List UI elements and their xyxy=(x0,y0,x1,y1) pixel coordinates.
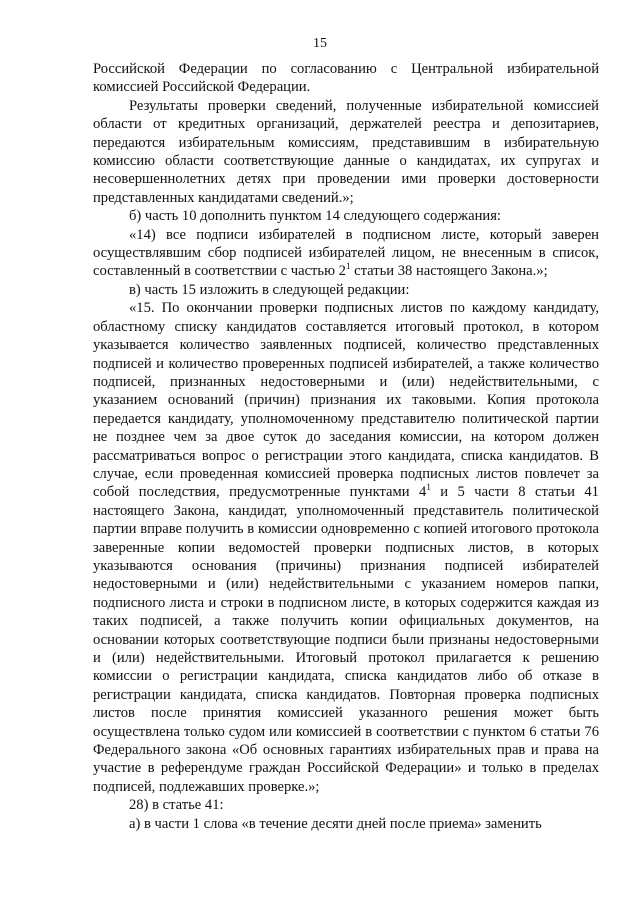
paragraph-continuation: Российской Федерации по согласованию с Центральной избирательной комиссией Российской Федерации. xyxy=(93,61,599,96)
paragraph-item-15 xyxy=(93,299,599,796)
paragraph-item-14 xyxy=(93,226,599,281)
document-body xyxy=(93,60,599,833)
paragraph-item-15-text-b: и 5 части 8 статьи 41 настоящего Закона, кандидат, уполномоченный представитель политической партии вправе получить в комиссии одновременно с копией итогового протокола заверенные копии ведомостей проверки подписных листов, в которых указываются основания (причины) признания подписей избирателей недостоверными и (или) недействительными с указанием номеров папки, подписного листа и строки в подписном листе, в которых содержится каждая из таких подписей, а также получить копии официальных документов, на основании которых соответствующие подписи были признаны недостоверными и (или) недействительными. Итоговый протокол прилагается к решению комиссии о регистрации кандидата, списка кандидатов либо об отказе в регистрации кандидата, списка кандидатов. Повторная проверка подписных листов после принятия комиссией указанного решения может быть осуществлена только судом или комиссией в соответствии с пунктом 6 статьи 76 Федерального закона «Об основных гарантиях избирательных прав и права на участие в референдуме граждан Российской Федерации» и только в пределах подписей, подлежавших проверке.»; xyxy=(93,484,599,795)
paragraph-part-10: б) часть 10 дополнить пунктом 14 следующего содержания: xyxy=(129,208,501,225)
paragraph-item-14-text-b: статьи 38 настоящего Закона.»; xyxy=(350,263,548,280)
superscript-1: 1 xyxy=(426,482,431,493)
paragraph-part-1: а) в части 1 слова «в течение десяти дней после приема» заменить xyxy=(129,815,542,832)
page-number: 15 xyxy=(313,36,327,51)
paragraph-part-15: в) часть 15 изложить в следующей редакции: xyxy=(129,281,410,298)
superscript-1: 1 xyxy=(345,261,351,272)
paragraph-item-14-text-a: «14) все подписи избирателей в подписном листе, который заверен осуществлявшим сбор подписей избирателей лицом, не внесенным в список, составленный в соответствии с частью 2 xyxy=(93,226,599,280)
paragraph-item-15-text-a: «15. По окончании проверки подписных листов по каждому кандидату, областному списку кандидатов составляется итоговый протокол, в котором указывается количество заявленных подписей, количество представленных подписей и количество проверенных подписей избирателей, а также количество подписей, признанных недостоверными и (или) недействительными, с указанием оснований (причин) признания их таковыми. Копия протокола передается кандидату, уполномоченному представителю политической партии не позднее чем за двое суток до заседания комиссии, на котором должен рассматриваться вопрос о регистрации этого кандидата, списка кандидатов. В случае, если проведенная комиссией проверка подписных листов повлечет за собой последствия, предусмотренные пунктами 4 xyxy=(93,300,599,501)
paragraph-verification-results: Результаты проверки сведений, полученные избирательной комиссией области от кредитных организаций, держателей реестра и депозитариев, передаются избирательным комиссиям, представившим в избирательную комиссию области соответствующие данные о кандидатах, их супругах и несовершеннолетних детях при проведении ими проверки достоверности представленных кандидатами сведений.»; xyxy=(93,97,599,206)
paragraph-article-41: 28) в статье 41: xyxy=(129,797,224,814)
